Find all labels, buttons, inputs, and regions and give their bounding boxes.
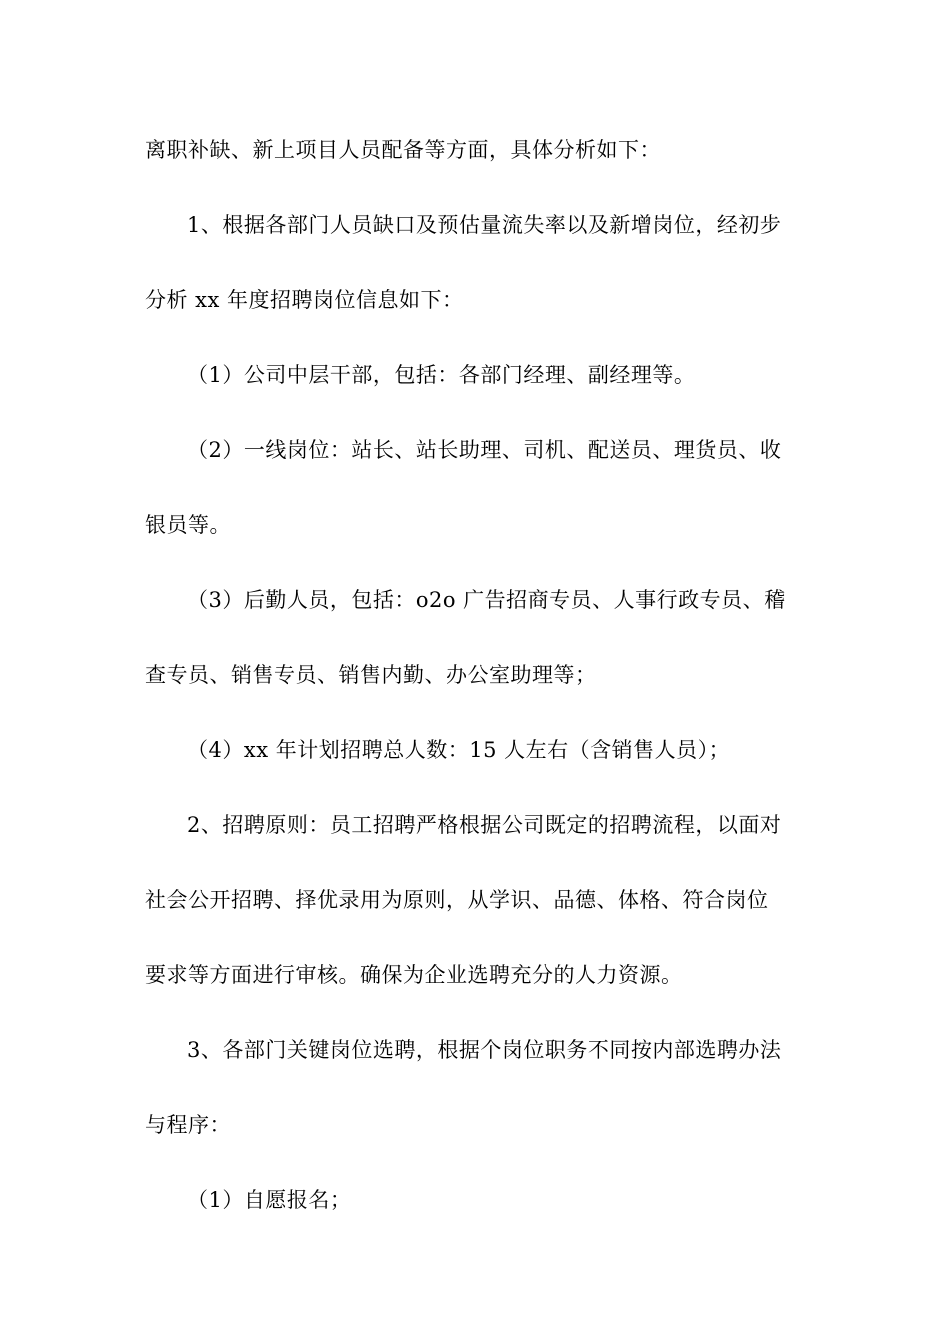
text-line: （1）公司中层干部，包括：各部门经理、副经理等。 [187, 363, 696, 387]
text-line: 银员等。 [145, 513, 231, 537]
text-line: 要求等方面进行审核。确保为企业选聘充分的人力资源。 [145, 963, 683, 987]
text-line: （3）后勤人员，包括：o2o 广告招商专员、人事行政专员、稽 [187, 588, 786, 612]
text-line: 查专员、销售专员、销售内勤、办公室助理等； [145, 663, 597, 687]
text-line: 2、招聘原则：员工招聘严格根据公司既定的招聘流程，以面对 [187, 813, 782, 837]
text-line: 1、根据各部门人员缺口及预估量流失率以及新增岗位，经初步 [187, 213, 782, 237]
text-line: 分析 xx 年度招聘岗位信息如下： [145, 288, 464, 312]
text-line: （1）自愿报名； [187, 1188, 352, 1212]
text-line: 离职补缺、新上项目人员配备等方面，具体分析如下： [145, 138, 661, 162]
text-line: （2）一线岗位：站长、站长助理、司机、配送员、理货员、收 [187, 438, 782, 462]
text-line: 社会公开招聘、择优录用为原则，从学识、品德、体格、符合岗位 [145, 888, 769, 912]
text-line: （4）xx 年计划招聘总人数：15 人左右（含销售人员）； [187, 738, 731, 762]
text-line: 与程序： [145, 1113, 231, 1137]
text-line: 3、各部门关键岗位选聘，根据个岗位职务不同按内部选聘办法 [187, 1038, 782, 1062]
